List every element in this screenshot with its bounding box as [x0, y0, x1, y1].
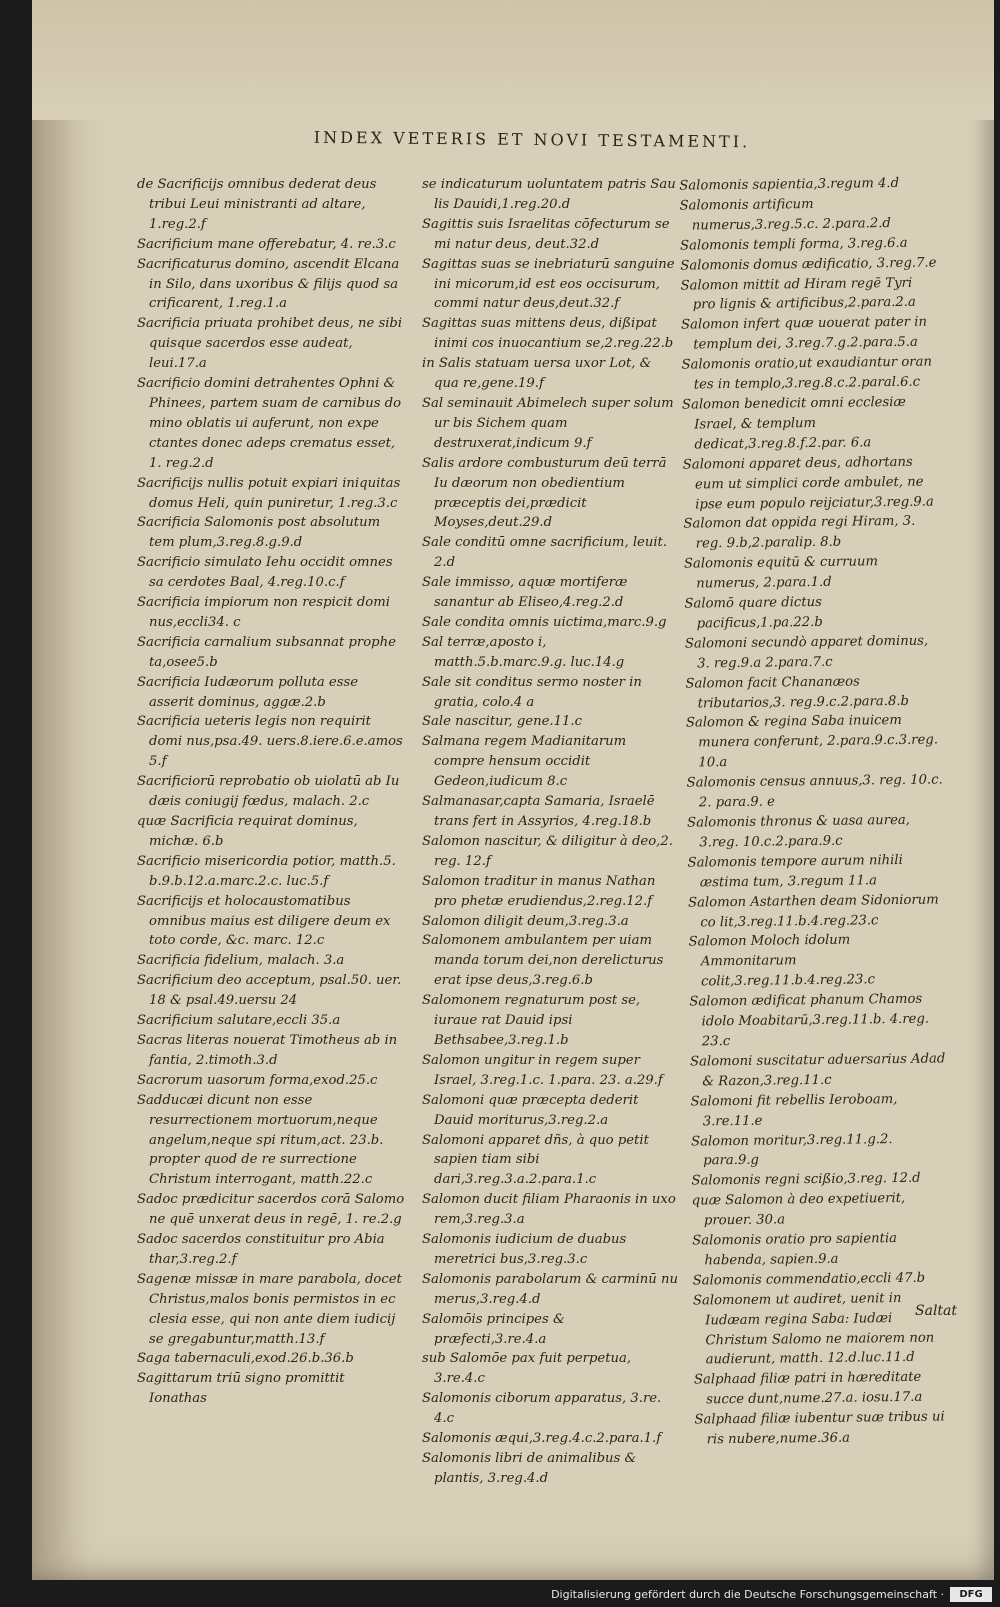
- index-entry: Sadoc prædicitur sacerdos corā Salomo ne quē unxerat deus in regē, 1. re.2.g: [137, 1192, 405, 1228]
- index-entry: Salomonis iudicium de duabus meretrici bus,3.reg.3.c: [422, 1232, 627, 1267]
- index-entry: Sacrificia Salomonis post absolutum tem plum,3.reg.8.g.9.d: [137, 515, 381, 551]
- index-entry: Sacrificijs nullis potuit expiari iniquitas domus Heli, quin puniretur, 1.reg.3.c: [137, 475, 401, 511]
- index-entry: Sacrificium mane offerebatur, 4. re.3.c: [137, 236, 396, 252]
- index-entry: Salomonis libri de animalibus & plantis, 3.reg.4.d: [422, 1451, 637, 1486]
- index-entry: Salomon Moloch idolum Ammonitarum colit,3.reg.11.b.4.reg.23.c: [688, 933, 876, 990]
- index-entry: Salomoni apparet dñs, à quo petit sapien tiam sibi dari,3.reg.3.a.2.para.1.c: [422, 1132, 649, 1188]
- index-entry: Salomon ungitur in regem super Israel, 3.reg.1.c. 1.para. 23. a.29.f: [422, 1052, 663, 1088]
- index-entry: Salomōis principes & præfecti,3.re.4.a: [422, 1311, 565, 1347]
- index-entry: Salomonem regnaturum post se, iuraue rat Dauid ipsi Bethsabee,3.reg.1.b: [422, 993, 641, 1048]
- index-entry: Sagittis suis Israelitas cōfecturum se mi natur deus, deut.32.d: [422, 216, 670, 252]
- index-entry: Salomonis tempore aurum nihili æstima tum, 3.regum 11.a: [687, 852, 903, 891]
- index-entry: Salomoni apparet deus, adhortans eum ut simplici corde ambulet, ne ipse eum populo reijciatur,3.reg.9.a: [682, 454, 934, 512]
- index-entry: Salomonis æqui,3.reg.4.c.2.para.1.f: [422, 1431, 662, 1447]
- index-entry: Salomonis artificum numerus,3.reg.5.c. 2.para.2.d: [679, 196, 891, 234]
- index-entry: Salomon Astarthen deam Sidoniorum co lit,3.reg.11.b.4.reg.23.c: [688, 892, 939, 930]
- running-header: INDEX VETERIS ET NOVI TESTAMENTI.: [313, 127, 751, 152]
- index-entry: Salomon infert quæ uouerat pater in templum dei, 3.reg.7.g.2.para.5.a: [680, 314, 928, 353]
- index-entry: Salomoni suscitatur aduersarius Adad & Razon,3.reg.11.c: [689, 1051, 946, 1090]
- footer-credit: Digitalisierung gefördert durch die Deutsche Forschungsgemeinschaft ·: [551, 1588, 944, 1601]
- index-entry: Sacrificiorū reprobatio ob uiolatū ab Iu dæis coniugij fœdus, malach. 2.c: [137, 774, 400, 810]
- index-entry: Salomon & regina Saba inuicem munera conferunt, 2.para.9.c.3.reg. 10.a: [685, 713, 939, 771]
- index-entry: sub Salomōe pax fuit perpetua, 3.re.4.c: [422, 1351, 632, 1387]
- index-entry: Salomonis parabolarum & carminū nu merus,3.reg.4.d: [422, 1271, 678, 1307]
- footer-bar: [0, 1584, 1000, 1607]
- index-entry: Sadoc sacerdos constituitur pro Abia thar,3.reg.2.f: [137, 1232, 385, 1267]
- index-entry: Sacrificio misericordia potior, matth.5. b.9.b.12.a.marc.2.c. luc.5.f: [137, 853, 396, 889]
- index-entry: Salomonis sapientia,3.regum 4.d: [679, 175, 900, 194]
- index-entry: Sal seminauit Abimelech super solum ur bis Sichem quam destruxerat,indicum 9.f: [422, 395, 674, 451]
- index-entry: Sacrificia Iudæorum polluta esse asserit dominus, aggæ.2.b: [137, 674, 359, 710]
- index-entry: Salmana regem Madianitarum compre hensum occidit Gedeon,iudicum 8.c: [422, 734, 627, 790]
- index-entry: Salomonis templi forma, 3.reg.6.a: [679, 235, 908, 254]
- index-entry: Salomonis domus ædificatio, 3.reg.7.e: [680, 255, 937, 274]
- index-entry: Sagittas suas se inebriaturū sanguine ini micorum,id est eos occisurum, commi natur deus,deut.32.f: [422, 256, 675, 312]
- index-entry: Sale nascitur, gene.11.c: [422, 714, 582, 730]
- index-entry: Salomonis commendatio,eccli 47.b: [692, 1270, 926, 1289]
- index-entry: Sacrificia carnalium subsannat prophe ta,osee5.b: [137, 634, 396, 670]
- index-entry: Salomoni quæ præcepta dederit Dauid moriturus,3.reg.2.a: [422, 1092, 639, 1128]
- index-entry: Sagittarum triū signo promittit Ionathas: [137, 1371, 345, 1407]
- index-entry: Salomon facit Chananæos tributarios,3. reg.9.c.2.para.8.b: [685, 674, 910, 711]
- index-entry: Sale sit conditus sermo noster in gratia, colo.4 a: [422, 674, 642, 710]
- index-entry: quæ Sacrificia requirat dominus, michæ. 6.b: [137, 814, 358, 849]
- index-entry: Sacrificia impiorum non respicit domi nus,eccli34. c: [137, 595, 390, 630]
- index-entry: Salomonem ambulantem per uiam manda torum dei,non derelicturus erat ipse deus,3.reg.6.b: [422, 933, 664, 989]
- book-page: [32, 0, 994, 1580]
- index-entry: Salomonis census annuus,3. reg. 10.c. 2. para.9. e: [686, 772, 943, 811]
- index-entry: Salomon mittit ad Hiram regē Tyri pro lignis & artificibus,2.para.2.a: [680, 275, 916, 313]
- index-entry: Salomonem ut audiret, uenit in Iudæam regina Saba: Iudæi Christum Salomo ne maiorem non audierunt, matth. 12.d.luc.11.d: [692, 1290, 935, 1368]
- index-entry: Salomon traditur in manus Nathan pro phetæ erudiendus,2.reg.12.f: [422, 873, 656, 909]
- index-entry: Sagenæ missæ in mare parabola, docet Christus,malos bonis permistos in ec clesia esse, qui non ante diem iudicij se gregabuntur,matth.13.f: [137, 1271, 402, 1347]
- index-entry: in Salis statuam uersa uxor Lot, & qua re,gene.19.f: [422, 356, 652, 392]
- index-entry: Saga tabernaculi,exod.26.b.36.b: [137, 1351, 354, 1367]
- index-entry: Sal terræ,aposto i, matth.5.b.marc.9.g. luc.14.g: [422, 634, 625, 670]
- index-entry: Sagittas suas mittens deus, dißipat inimi cos inuocantium se,2.reg.22.b: [422, 316, 674, 352]
- index-entry: Salphaad filiæ iubentur suæ tribus ui ris nubere,nume.36.a: [694, 1409, 945, 1448]
- dfg-logo: DFG: [950, 1587, 992, 1602]
- index-entry: Salomon moritur,3.reg.11.g.2. para.9.g: [690, 1131, 893, 1169]
- index-entry: Salomon ducit filiam Pharaonis in uxo rem,3.reg.3.a: [422, 1192, 676, 1228]
- index-entry: Salomon diligit deum,3.reg.3.a: [422, 913, 629, 929]
- index-entry: Sacrificio domini detrahentes Ophni & Phinees, partem suam de carnibus do mino oblatis ui auferunt, non expe ctantes donec adeps crematus esset, 1. reg.2.d: [137, 376, 402, 471]
- index-entry: Salomon nascitur, & diligitur à deo,2. reg. 12.f: [422, 833, 673, 869]
- index-entry: quæ Salomon à deo expetiuerit, prouer. 30.a: [691, 1191, 906, 1229]
- index-entry: Salomonis thronus & uasa aurea, 3.reg. 10.c.2.para.9.c: [687, 812, 910, 851]
- index-entry: Salphaad filiæ patri in hæreditate succe dunt,nume.27.a. iosu.17.a: [693, 1370, 923, 1408]
- index-entry: Sadducæi dicunt non esse resurrectionem mortuorum,neque angelum,neque spi ritum,act. 23.b. propter quod de re surrectione Christum interrogant, matth.22.c: [137, 1092, 384, 1188]
- index-entry: Sacrificia priuata prohibet deus, ne sibi quisque sacerdos esse audeat, leui.17.a: [137, 316, 403, 372]
- index-entry: Sacrorum uasorum forma,exod.25.c: [137, 1072, 378, 1088]
- index-entry: Salomonis oratio,ut exaudiantur oran tes in templo,3.reg.8.c.2.paral.6.c: [681, 354, 933, 393]
- index-entry: de Sacrificijs omnibus dederat deus tribui Leui ministranti ad altare, 1.reg.2.f: [137, 177, 377, 232]
- index-entry: Salomoni fit rebellis Ieroboam, 3.re.11.e: [690, 1091, 898, 1129]
- index-entry: Sale conditū omne sacrificium, leuit. 2.d: [422, 535, 668, 571]
- index-entry: Sacrificium salutare,eccli 35.a: [137, 1013, 341, 1029]
- index-entry: Sacrificia fidelium, malach. 3.a: [137, 953, 345, 969]
- index-entry: Sacrificia ueteris legis non requirit domi nus,psa.49. uers.8.iere.6.e.amos 5.f: [137, 714, 403, 770]
- index-column-right: [679, 173, 953, 1450]
- index-entry: se indicaturum uoluntatem patris Sau lis Dauidi,1.reg.20.d: [422, 177, 676, 212]
- index-entry: Sacras literas nouerat Timotheus ab in fantia, 2.timoth.3.d: [137, 1032, 398, 1068]
- index-entry: Salomonis oratio pro sapientia habenda, sapien.9.a: [692, 1231, 898, 1269]
- index-entry: Salis ardore combusturum deū terrā Iu dæorum non obedientium præceptis dei,prædicit Moyses,deut.29.d: [422, 455, 667, 531]
- index-entry: Sacrificium deo acceptum, psal.50. uer. 18 & psal.49.uersu 24: [137, 973, 402, 1009]
- index-entry: Sale immisso, aquæ mortiferæ sanantur ab Eliseo,4.reg.2.d: [422, 575, 628, 611]
- index-column-left: [137, 175, 405, 1409]
- index-entry: Salmanasar,capta Samaria, Israelē trans fert in Assyrios, 4.reg.18.b: [422, 794, 655, 829]
- index-entry: Salomonis regni scißio,3.reg. 12.d: [691, 1171, 921, 1189]
- index-entry: Salomon dat oppida regi Hiram, 3. reg. 9.b,2.paralip. 8.b: [683, 514, 916, 552]
- index-entry: Sacrificaturus domino, ascendit Elcana in Silo, dans uxoribus & filijs quod sa crificarent, 1.reg.1.a: [137, 256, 400, 312]
- index-entry: Salomoni secundò apparet dominus, 3. reg.9.a 2.para.7.c: [684, 633, 929, 672]
- catchword: Saltat: [915, 1303, 958, 1319]
- index-entry: Salomonis ciborum apparatus, 3.re. 4.c: [422, 1391, 662, 1427]
- index-entry: Salomō quare dictus pacificus,1.pa.22.b: [684, 594, 823, 632]
- index-entry: Salomon ædificat phanum Chamos idolo Moabitarū,3.reg.11.b. 4.reg. 23.c: [689, 991, 930, 1050]
- index-column-middle: [422, 175, 680, 1489]
- index-entry: Sale condita omnis uictima,marc.9.g: [422, 614, 667, 630]
- index-entry: Salomon benedicit omni ecclesiæ Israel, & templum dedicat,3.reg.8.f.2.par. 6.a: [681, 394, 906, 453]
- index-entry: Salomonis equitū & curruum numerus, 2.para.1.d: [683, 554, 879, 592]
- index-entry: Sacrificio simulato Iehu occidit omnes sa cerdotes Baal, 4.reg.10.c.f: [137, 555, 393, 591]
- index-entry: Sacrificijs et holocaustomatibus omnibus maius est diligere deum ex toto corde, &c. marc. 12.c: [137, 893, 391, 949]
